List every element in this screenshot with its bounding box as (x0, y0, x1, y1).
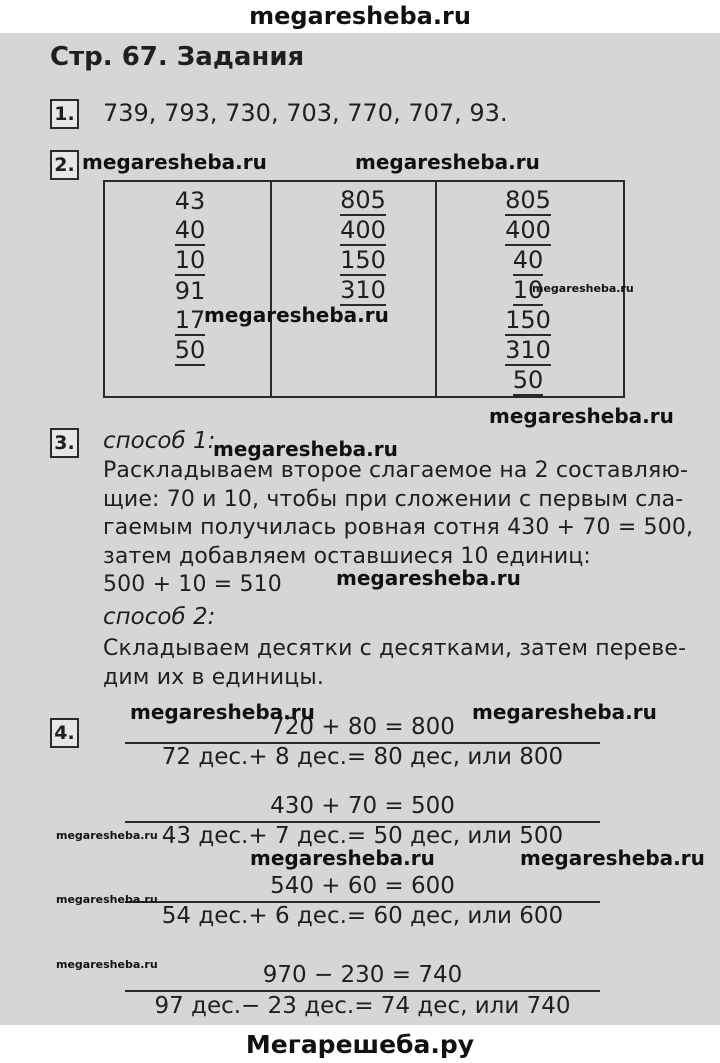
watermark: megaresheba.ru (489, 404, 674, 428)
method-2-text (103, 635, 703, 692)
equation-top: 540 + 60 = 600 (270, 873, 455, 899)
table-cell: 150 (340, 246, 386, 274)
watermark: megaresheba.ru (56, 958, 158, 971)
watermark: megaresheba.ru (56, 893, 158, 906)
task-3-number: 3. (50, 428, 79, 458)
watermark: megaresheba.ru (520, 846, 705, 870)
table-cell: 400 (505, 216, 551, 244)
fraction-line (125, 990, 600, 992)
equation-bottom: 54 дес.+ 6 дес.= 60 дес, или 600 (161, 903, 564, 929)
site-header: megaresheba.ru (249, 2, 471, 30)
watermark: megaresheba.ru (213, 437, 398, 461)
equation-top: 430 + 70 = 500 (270, 793, 455, 819)
watermark: megaresheba.ru (82, 150, 267, 174)
table-cell: 40 (174, 216, 206, 244)
table-divider (435, 182, 437, 396)
task-2-number: 2. (50, 150, 79, 180)
watermark: megaresheba.ru (204, 303, 389, 327)
watermark: megaresheba.ru (472, 700, 657, 724)
text-line: Складываем десятки с десятками, затем переве- (103, 636, 687, 661)
equation-bottom: 72 дес.+ 8 дес.= 80 дес, или 800 (161, 744, 564, 770)
task-4-number: 4. (50, 718, 79, 748)
table-cell: 10 (512, 276, 544, 304)
table-cell: 91 (174, 277, 206, 305)
table-column-1 (165, 186, 215, 366)
equation-bottom: 97 дес.− 23 дес.= 74 дес, или 740 (154, 993, 571, 1019)
task-1-number: 1. (50, 99, 79, 129)
table-cell: 17 (174, 306, 206, 334)
equation-top: 720 + 80 = 800 (270, 714, 455, 740)
page-title: Стр. 67. Задания (50, 42, 305, 72)
table-cell: 805 (505, 186, 551, 214)
watermark: megaresheba.ru (355, 150, 540, 174)
table-cell: 310 (505, 336, 551, 364)
table-cell: 400 (340, 216, 386, 244)
text-line: Раскладываем второе слагаемое на 2 составляю- (103, 458, 689, 483)
table-cell: 50 (512, 366, 544, 394)
site-footer: Мегарешеба.ру (245, 1030, 475, 1059)
text-line: затем добавляем оставшиеся 10 единиц: (103, 543, 591, 569)
table-cell: 43 (174, 187, 206, 215)
method-2-label: способ 2: (103, 604, 216, 630)
watermark: megaresheba.ru (250, 846, 435, 870)
text-line: гаемым получилась ровная сотня 430 + 70 = 500, (103, 515, 694, 540)
table-cell: 10 (174, 246, 206, 274)
equation-top: 970 − 230 = 740 (262, 962, 463, 988)
task-1-answer: 739, 793, 730, 703, 770, 707, 93. (103, 99, 508, 127)
watermark: megaresheba.ru (130, 700, 315, 724)
table-cell: 50 (174, 336, 206, 364)
text-line: щие: 70 и 10, чтобы при сложении с первым сла- (103, 486, 684, 512)
table-cell: 150 (505, 306, 551, 334)
equation-bottom: 43 дес.+ 7 дес.= 50 дес, или 500 (161, 823, 564, 849)
text-line: дим их в единицы. (103, 664, 324, 690)
watermark: megaresheba.ru (532, 282, 634, 295)
table-cell: 310 (340, 276, 386, 304)
table-cell: 40 (512, 246, 544, 274)
watermark: megaresheba.ru (56, 829, 158, 842)
method-1-label: способ 1: (103, 428, 216, 454)
table-divider (270, 182, 272, 396)
table-cell: 805 (340, 186, 386, 214)
text-line: 500 + 10 = 510 (103, 572, 282, 597)
watermark: megaresheba.ru (336, 566, 521, 590)
table-column-2 (328, 186, 398, 306)
